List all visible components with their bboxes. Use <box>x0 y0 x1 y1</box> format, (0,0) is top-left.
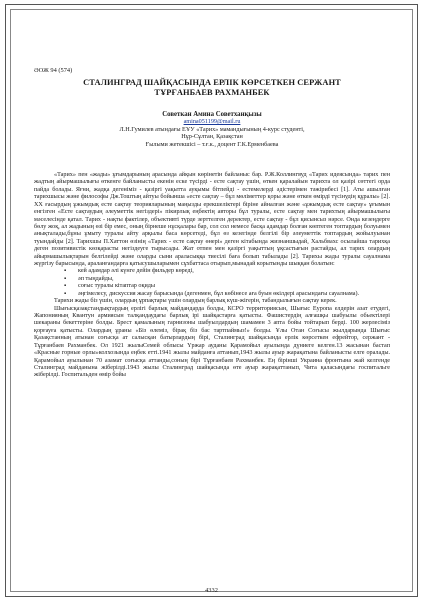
paragraph-2 <box>34 298 390 305</box>
text-line: тырысады. Жат отпен мен қазіргі уақыттың ұқсастығын растайды, ал тарих олардың <box>151 246 390 253</box>
text-line: шекараны бекеттеріне болды. Брест қамалының гарнизоны шабуылдардың шамамен 3 апта бойы <box>34 320 305 327</box>
author-block <box>34 111 390 148</box>
paragraph-3 <box>34 306 390 380</box>
text-line: немесе басқа адамдар болған көптеген топтардың болуымен анықталады,бұны ұмыту туралы <box>34 223 390 238</box>
text-line: нақты фактілер, объективті түрде зерттелген деректер, есте сақтау - бұл қисынсыз нәрсе. <box>106 216 347 223</box>
article-title <box>34 78 390 97</box>
text-line: есте сақтау» ұғымын енгізген «Есте сақтаудың әлеуметтік негіздері» пікирлық еңбектің <box>34 201 391 216</box>
text-line: Онда кезеңдерге бөлу жоқ, ал жадының өзі бір емес, оның бірнеше нұсқалары бар, сол сол <box>34 216 390 230</box>
text-line: Р.Ж.Коллингвуд «Тарих идеясында» тарих пен жадтың айырмашылығы өткенге байланысты <box>34 172 390 186</box>
text-line: ауылынан 70 азамат соғысқа аттанды,соның бірі Тұрғанбаев Рахманбек. Ең бірінші Украина <box>66 357 325 364</box>
title-line-1: СТАЛИНГРАД ШАЙҚАСЫНДА ЕРЛІК КӨРСЕТКЕН СЕРЖАНТ <box>83 78 341 87</box>
text-line: айту арқылы баса көрсетеді, бұл өз кезегінде белгілі бір әлеуметтік топтардың жойылуынан <box>126 231 390 238</box>
text-line: Тұрғанбаев Рахманбек. Ол 1921 жылыСемей облысы Үржар ауданы Қарамойыл ауылында <box>34 342 294 349</box>
text-line: табандылығын сақтау керек. <box>261 298 337 305</box>
text-line: Шығысқазақстандықтардың ерлігі барлық майдандарда болды, КСРО <box>54 305 247 312</box>
text-line: екенін еске түсірді - есте сақтау үшін, өткен қаралайын тарихта ол қазірі сөттегі орда пайда <box>34 179 390 193</box>
affiliation-line-2: Нұр-Сұлтан, Қазақстан <box>181 133 243 141</box>
text-line: отырып,мынадай корытынды шыққан болатын: <box>210 261 335 268</box>
supervisor-line: Ғылыми жетекшісі – т.ғ.к., доцент Г.К.Ерменбаева <box>145 140 279 148</box>
text-line: ұжымдық есте сақтау теорияларының маңызды ерекшеліктері біріне айналған және «ұжымдық <box>73 201 334 208</box>
author-name: Советкан Амина Советханқызы <box>162 111 262 118</box>
affiliation-line-1: Л.Н.Гумилев атындағы ЕҰУ «Тарих» мамандығының 4-курс студенті, <box>119 125 305 133</box>
text-line: жизнаншыдай, Хальбвахс осылайша тарихқа деген позитивистік көзқарасты негіздеуге <box>34 238 390 253</box>
text-line: айырмашылықтарын белгілейді және оларды сыни араласыққа тиесілі баға болып табылады [2]. Тарихы <box>34 253 325 260</box>
text-line: авторы бұл туралы, есте сақтау мен тарихтың айырмашылығы мәселесінде қатал. Тарих - <box>34 209 390 223</box>
text-line: фронтына жай келгенде Сталинград майданына жіберілді.1943 жылы Сталинград шайқасында <box>34 357 390 371</box>
text-line: болады. Яғни, жадқа дегеніміз - қазіргі уақытта ауқымы бітпейді - естемелерді әдістерімен <box>52 186 311 193</box>
paragraph-1 <box>34 172 390 268</box>
text-line: Тарихи жады біз үшін, олардың ұрпақтары үшін олардың барлық күш-жігерін, <box>54 298 262 305</box>
udk-code: ӘОЖ 94 (574) <box>34 67 73 74</box>
bullet-list <box>34 268 390 298</box>
list-item: ▪ соғыс туралы кітаптар оқиды <box>78 283 390 290</box>
text-line: сақтау – бұл мөліметтер қоры және өткен өмірді түсінудің құралы» [2]. ХХ ғасырдың <box>34 194 391 208</box>
title-line-2: ТҰРҒАНБАЕВ РАХМАНБЕК <box>154 87 270 97</box>
text-line: талқандаудағы барлық ірі шайқастарға қатысты. Фашистердің алғашқы шабуылы обьектілері <box>127 313 390 320</box>
text-line: ат салысқан батырлардың бірі, Сталинград шайқасында ерлік көрсеткен ефрейтор, сержант - <box>122 335 390 342</box>
article-body <box>34 172 390 380</box>
text-line: жады туралы сауалнама жүргізу барысында, араланғандарға қатысушыларымен сұхбаттаса <box>34 253 390 268</box>
text-line: майданға аттанып,1943 жылы ауыр жарақатына байланысты елге оралады. Қарамойыл <box>34 350 390 364</box>
list-item: ▪ әп тыңдайды, <box>78 276 390 283</box>
text-line: тойтарып берді. 100 жерлесіміз қорғауға қатысты. Олардың ұраны «Біз өлеміз, бірақ біз бас <box>34 320 390 334</box>
text-line: «Тарих» пен «жады» ұғымдарының арасында айқын көрінетін байланыс бар. <box>54 172 265 178</box>
author-email-link[interactable]: amina051199@mail.ru <box>183 118 241 126</box>
text-line: тәжірибесі [1]. Аты ашылған тарихшысы және философы Дж.Тоштың айтуы бойынша «есте <box>34 186 391 201</box>
text-line: тартпаймыз!» болды. Ұлы Отан Соғысы жылдарында Шығыс Қазақстанның атынан соғысқа <box>34 327 390 342</box>
text-line: өте ауыр жарақаттанып, Чита қаласындағы госпитальге жіберілді. Госпитальден өмір бойы <box>34 364 391 379</box>
list-item: ▪ әңгімелесу, дискуссия жасау барысында (дегенмен, бұл көбінесе аға буын өкілдері арасындағы сауалнама). <box>78 291 390 298</box>
text-line: туындайды [2]. Тарихшы П.Хаттон өзінің «Тарих - есте сақтау өнері» деген кітабында <box>34 238 270 245</box>
list-item: ▪ кей адамдар әлі күнге дейін фильдер көреді, <box>78 268 390 275</box>
text-line: территориясын, Шығыс Еуропа елдерін азат етудегі, Жапонияның Квантун армиясын <box>34 305 390 320</box>
text-line: дүниеге келген.13 жасынан бастап «Красные горные орлы»колхозында еңбек етті.1941 жылы <box>34 342 390 357</box>
page-number: 4332 <box>205 587 218 594</box>
